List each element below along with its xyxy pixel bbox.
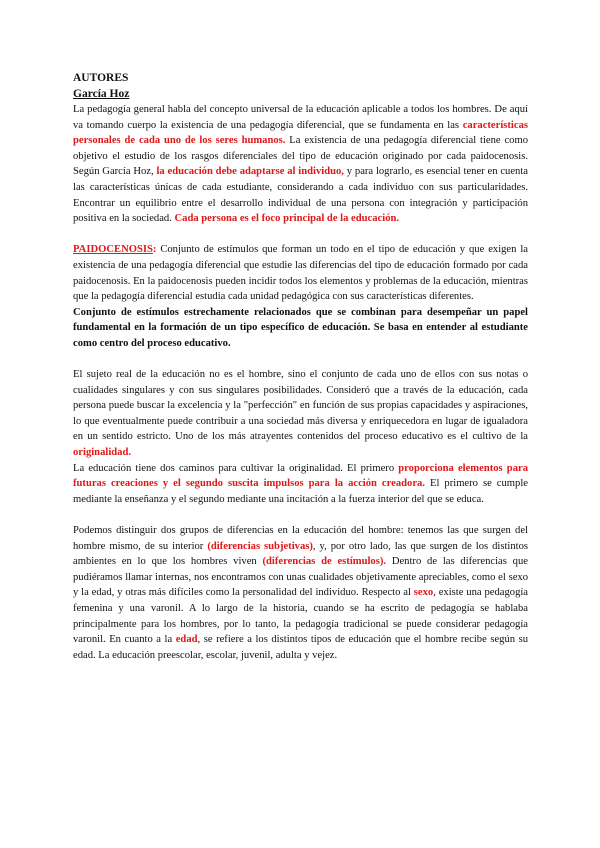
highlight-foco-principal: Cada persona es el foco principal de la educación. (174, 213, 400, 225)
paragraph-caminos (73, 461, 528, 508)
text-run: , y, por otro lado, las que surgen de los distintos ambientes en lo que los hombres viven (73, 540, 528, 568)
text-run: Conjunto de estímulos que forman un todo en el tipo de educación y que exigen la existencia de una pedagogía diferencial que estudie las diferencias del tipo de educación formado por cada paidocenosis. En la paidocenosis pueden incidir todos los elementos y problemas de la educación, mientras que la pedagogía diferencial estudia cada unidad pedagógica con sus características diferentes. (73, 244, 528, 303)
highlight-adaptarse: la educación debe adaptarse al individuo, (156, 166, 344, 178)
text-run: , se refiere a los distintos tipos de educación que el hombre recibe según su edad. La educación preescolar, escolar, juvenil, adulta y vejez. (73, 634, 528, 661)
text-run: Podemos distinguir dos grupos de diferencias en la educación del hombre: tenemos las que surgen del hombre mismo, de su interior (73, 525, 528, 552)
text-run: La existencia de una pedagogía diferencial tiene como objetivo el estudio de los rasgos diferenciales del tipo de educación originado por cada paidocenosis. Según García Hoz, (73, 135, 528, 178)
section-heading: AUTORES (73, 72, 129, 84)
document-page (73, 70, 528, 663)
text-run: La pedagogía general habla del concepto universal de la educación aplicable a todos los hombres. De aquí va tomando cuerpo la existencia de una pedagogía diferencial, que se fundamenta en las (73, 104, 528, 131)
author-name: García Hoz (73, 88, 130, 100)
term-paidocenosis: PAIDOCENOSIS (73, 244, 153, 256)
text-run: Dentro de las diferencias que pudiéramos llamar internas, nos encontramos con unas cualidades objetivamente apreciables, como el sexo y la edad, y otras más difíciles como la personalidad del individuo. Respecto al (73, 556, 528, 599)
highlight-proporciona: proporciona elementos para futuras creaciones (73, 462, 528, 490)
paragraph-paidocenosis (73, 242, 528, 304)
paragraph-sujeto-real (73, 367, 528, 461)
paragraph-gap (73, 507, 528, 523)
highlight-caracteristicas: características personales de cada uno de los seres humanos. (73, 119, 528, 147)
text-run: y para lograrlo, es esencial tener en cuenta las características únicas de cada estudiante, considerando a cada individuo con sus particularidades. Encontrar un equilibrio entre el desarrollo individual de una persona con integración y participación positiva en la sociedad. (73, 166, 528, 225)
highlight-subjetivas: (diferencias subjetivas) (207, 540, 313, 552)
text-run: , existe una pedagogía femenina y una varonil. A lo largo de la historia, cuando se ha escrito de pedagogía se hablaba principalmente para los hombres, por lo tanto, la pedagogía tradicional se puede considerar pedagogía varonil. En cuanto a la (73, 587, 529, 646)
paragraph-definicion-bold: Conjunto de estímulos estrechamente relacionados que se combinan para desempeñar un papel fundamental en la formación de un tipo específico de educación. Se basa en entender al estudiante como centro del proceso educativo. (73, 306, 528, 349)
term-colon: : (152, 244, 157, 256)
text-run: El sujeto real de la educación no es el hombre, sino el conjunto de cada uno de ellos con sus notas o cualidades singulares y con sus singulares posibilidades. Consideró que a través de la educación, cada persona puede buscar la excelencia y la "perfección" en función de sus propias capacidades y aspiraciones, lo que eventualmente puede contribuir a una sociedad más diversa y enriquecedora en lugar de igualadora en un sentido estricto. Uno de los más atrayentes contenidos del proceso educativo es el cultivo de la (73, 369, 528, 443)
paragraph-pedagogia-diferencial (73, 102, 528, 227)
text-run: El primero se cumple mediante la enseñanza y el segundo mediante una incitación a la fuerza interior del que se educa. (73, 478, 528, 505)
paragraph-grupos-diferencias (73, 523, 528, 663)
highlight-estimulos: (diferencias de estímulos). (262, 556, 387, 568)
highlight-suscita: y el segundo suscita impulsos para la acción creadora. (162, 478, 425, 490)
text-run: La educación tiene dos caminos para cultivar la originalidad. El primero (73, 462, 399, 474)
highlight-originalidad: originalidad. (73, 447, 131, 459)
highlight-edad: edad (175, 634, 198, 646)
paragraph-gap (73, 352, 528, 368)
highlight-sexo: sexo (413, 587, 434, 599)
paragraph-gap (73, 227, 528, 243)
